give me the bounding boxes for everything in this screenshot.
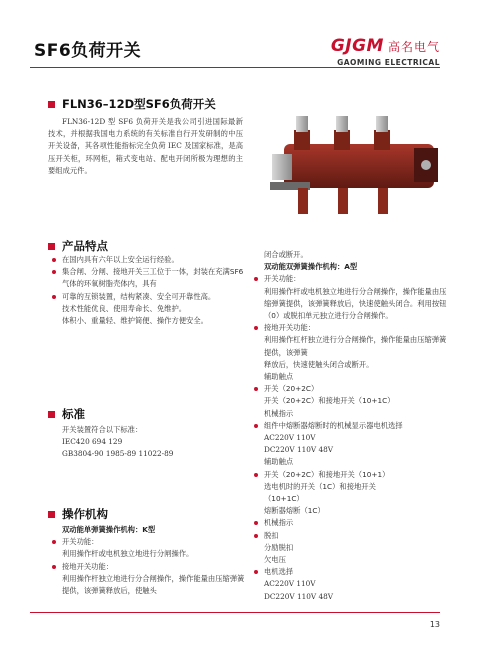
list-item: 电机选择 xyxy=(252,566,448,578)
list-item: 辅助触点 xyxy=(264,372,294,382)
page-number: 13 xyxy=(429,620,440,629)
section-heading-text: 标准 xyxy=(62,407,85,421)
list-item: AC220V 110V xyxy=(264,433,316,443)
page-title: SF6负荷开关 xyxy=(34,41,142,61)
list-item: 开关（20+2C）和接地开关（10+1） xyxy=(252,469,448,481)
list-item: 脱扣 xyxy=(252,530,448,542)
list-item: （10+1C） xyxy=(264,494,304,504)
features-list xyxy=(50,254,246,327)
list-item: 开关装置符合以下标准： xyxy=(62,425,143,434)
list-item: 熔断器熔断（1C） xyxy=(264,506,325,516)
list-item: 技术性能优良、使用寿命长、免维护。 xyxy=(62,303,187,313)
section-heading-text: 产品特点 xyxy=(62,239,108,253)
list-item: 利用操作杆或电机独立地进行分合闸操作，操作能量由压缩弹簧提供，该弹簧释放后，快速使触头闭合。利用按钮（0）或脱扣单元独立进行分合闸操作。 xyxy=(264,286,447,321)
footer-divider xyxy=(30,612,440,613)
section-heading-mechanism xyxy=(48,506,108,522)
square-bullet-icon xyxy=(48,511,55,518)
list-item: 开关功能： xyxy=(252,273,448,285)
list-item: IEC420 694 129 xyxy=(62,437,123,447)
section-heading-features xyxy=(48,238,108,254)
brand-mark: GJGM xyxy=(330,36,384,56)
list-item: 集合闸、分闸、接地开关三工位于一体，封装在充满SF6气体的环氧树脂壳体内，具有 xyxy=(50,266,246,290)
list-item: 机械指示 xyxy=(252,517,448,529)
list-item: 接地开关功能： xyxy=(50,561,246,573)
list-item: DC220V 110V 48V xyxy=(264,445,334,455)
list-item: 闭合或断开。 xyxy=(264,250,308,259)
list-item: 选电机时的开关（1C）和接地开关 xyxy=(264,481,376,491)
list-item: 开关功能： xyxy=(50,536,246,548)
list-item: 双动能双弹簧操作机构：A型 xyxy=(264,262,358,272)
brand-logo xyxy=(331,36,440,56)
list-item: 开关（20+2C）和接地开关（10+1C） xyxy=(264,396,395,406)
right-column-list xyxy=(252,249,448,603)
list-item: 利用操作杆或电机独立地进行分闸操作。 xyxy=(62,549,194,559)
brand-name-cn: 高名电气 xyxy=(387,39,440,54)
standard-list xyxy=(50,424,246,461)
list-item: 组件中熔断器熔断时的机械显示器电机选择 xyxy=(252,420,448,432)
list-item: 开关（20+2C） xyxy=(252,383,448,395)
list-item: DC220V 110V 48V xyxy=(264,591,334,601)
list-item: 可靠的互锁装置，结构紧凑、安全可开靠性高。 xyxy=(50,291,246,303)
list-item: AC220V 110V xyxy=(264,579,316,589)
brand-name-en: GAOMING ELECTRICAL xyxy=(337,58,440,67)
list-item: 机械指示 xyxy=(264,408,294,418)
list-item: 利用操作杆独立地进行分合闸操作，操作能量由压缩弹簧提供，该弹簧释放后，使触头 xyxy=(62,573,245,596)
square-bullet-icon xyxy=(48,411,55,418)
section-heading-main xyxy=(48,96,216,112)
list-item: 释放后，快速使触头闭合或断开。 xyxy=(264,359,374,369)
product-image xyxy=(268,108,446,220)
list-item: 分励脱扣 xyxy=(264,542,294,552)
list-item: 在国内具有六年以上安全运行经验。 xyxy=(50,254,246,266)
list-item: 欠电压 xyxy=(264,555,286,565)
section-heading-text: FLN36–12D型SF6负荷开关 xyxy=(62,97,216,111)
header-divider xyxy=(30,67,440,68)
section-heading-standard xyxy=(48,406,85,422)
square-bullet-icon xyxy=(48,101,55,108)
list-item: 体积小、重量轻、维护简便、操作方便安全。 xyxy=(62,316,208,326)
list-item: 双动能单弹簧操作机构：K型 xyxy=(62,525,156,534)
section-heading-text: 操作机构 xyxy=(62,507,108,521)
list-item: GB3804-90 1985-89 11022-89 xyxy=(62,449,174,459)
intro-paragraph: FLN36-12D 型 SF6 负荷开关是我公司引进国际最新技术，并根据我国电力系统的有关标准自行开发研制的中压开关设备，其各项性能指标完全负荷 IEC 及国家标准，是高压开关柜，环网柜，箱式变电站、配电开闭所极为理想的主要组成元件。 xyxy=(48,117,243,175)
mechanism-list xyxy=(50,524,246,597)
square-bullet-icon xyxy=(48,243,55,250)
list-item: 辅助触点 xyxy=(264,457,294,467)
list-item: 接地开关功能： xyxy=(252,322,448,334)
list-item: 利用操作杠杆独立进行分合闸操作，操作能量由压缩弹簧提供，该弹簧 xyxy=(264,335,447,357)
